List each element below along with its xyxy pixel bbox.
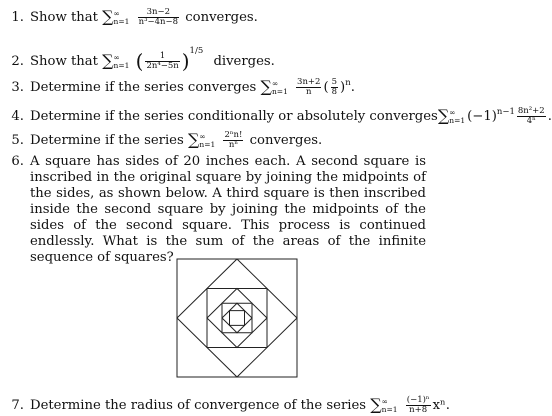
problem-number: 4. [11,109,24,124]
problem-3: 3. Determine if the series converges ∑∞ n=1 $\frac{3n+2}{n}$ ( $\frac{5}{8}$ )$^n$. [0,75,355,97]
power-term: xⁿ [432,398,446,413]
fraction: $\frac{\text{2ⁿn!}}{\text{nⁿ}}$ [224,130,243,150]
exponent: 1/5 [189,46,204,56]
square-2 [177,259,297,377]
summation-limits: ∞ n=1 [381,396,398,414]
fraction: $\frac{3n-2}{\text{n³−4n−8}}$ [138,7,179,27]
problem-text: Determine if the series [30,133,184,148]
problem-number: 1. [11,10,24,25]
problem-1 [0,8,258,27]
nested-squares-figure [156,257,318,379]
problem-text: Determine the radius of convergence of the series [30,398,367,413]
fraction: $\frac{3n+2}{n}$ [297,77,321,97]
problem-text: Determine if the series conditionally or absolutely converges [30,109,438,124]
problem-6-text: A square has sides of 20 inches each. A second square is inscribed in the original square by joining the midpoints of the sides, as shown below. A third square is then inscribed inside the second square by joining the midpoints of the sides of the second square. This process is continued endlessly. What is the sum of the areas of the infinite sequence of squares? [30,154,426,265]
summation-limits: ∞ n=1 [199,131,216,149]
summation-limits: ∞ n=1 [271,78,288,96]
square-4 [207,289,267,348]
sign-term: (−1) [467,109,497,124]
exponent: n [345,78,351,88]
summation-limits: ∞ n=1 [113,8,130,26]
problem-number: 6. [11,154,24,169]
summation-symbol: ∑ [102,7,114,26]
problem-suffix: converges. [249,133,323,148]
left-paren: ( [135,48,144,73]
square-6 [222,303,252,333]
summation-symbol: ∑ [437,106,450,125]
summation-limits: ∞ n=1 [449,107,466,125]
square-7 [230,311,245,326]
summation-symbol: ∑ [370,395,382,414]
summation-symbol: ∑ [260,77,272,96]
problem-suffix: converges. [185,10,258,25]
square-3 [207,289,267,348]
summation-symbol: ∑ [102,51,114,70]
problem-text: Show that [30,54,98,69]
problem-2 [0,43,275,71]
fraction: $\frac{\text{(−1)ⁿ}}{n+8}$ [406,395,430,415]
problem-5 [0,131,322,150]
summation-limits: ∞ n=1 [113,52,130,70]
fraction: $\frac{1}{\text{2n⁴−5n}}$ [146,51,179,71]
problem-text: Determine if the series converges [30,80,257,95]
problem-7: 7. Determine the radius of convergence of the series ∑∞ n=1 $\frac{\text{(−1)ⁿ}}{n+8}$ xⁿ. [0,396,450,415]
problem-number: 3. [11,80,24,95]
problem-number: 5. [11,133,24,148]
exponent: n−1 [496,107,515,117]
square-1 [177,259,297,377]
problem-suffix: diverges. [213,54,275,69]
problem-4: 4. Determine if the series conditionally or absolutely converges∑∞ n=1 $(-1)^{n-1}$ $\frac{\text{8n²+2}}{\text{4ⁿ}}$ . [0,104,552,126]
fraction: $\frac{5}{8}$ [331,77,338,97]
right-paren: ) [181,48,190,73]
fraction: $\frac{\text{8n²+2}}{\text{4ⁿ}}$ [517,106,545,126]
problem-number: 2. [11,54,24,69]
summation-symbol: ∑ [187,130,200,149]
square-5 [222,303,252,333]
problem-number: 7. [11,398,24,413]
problem-text: Show that [30,10,98,25]
